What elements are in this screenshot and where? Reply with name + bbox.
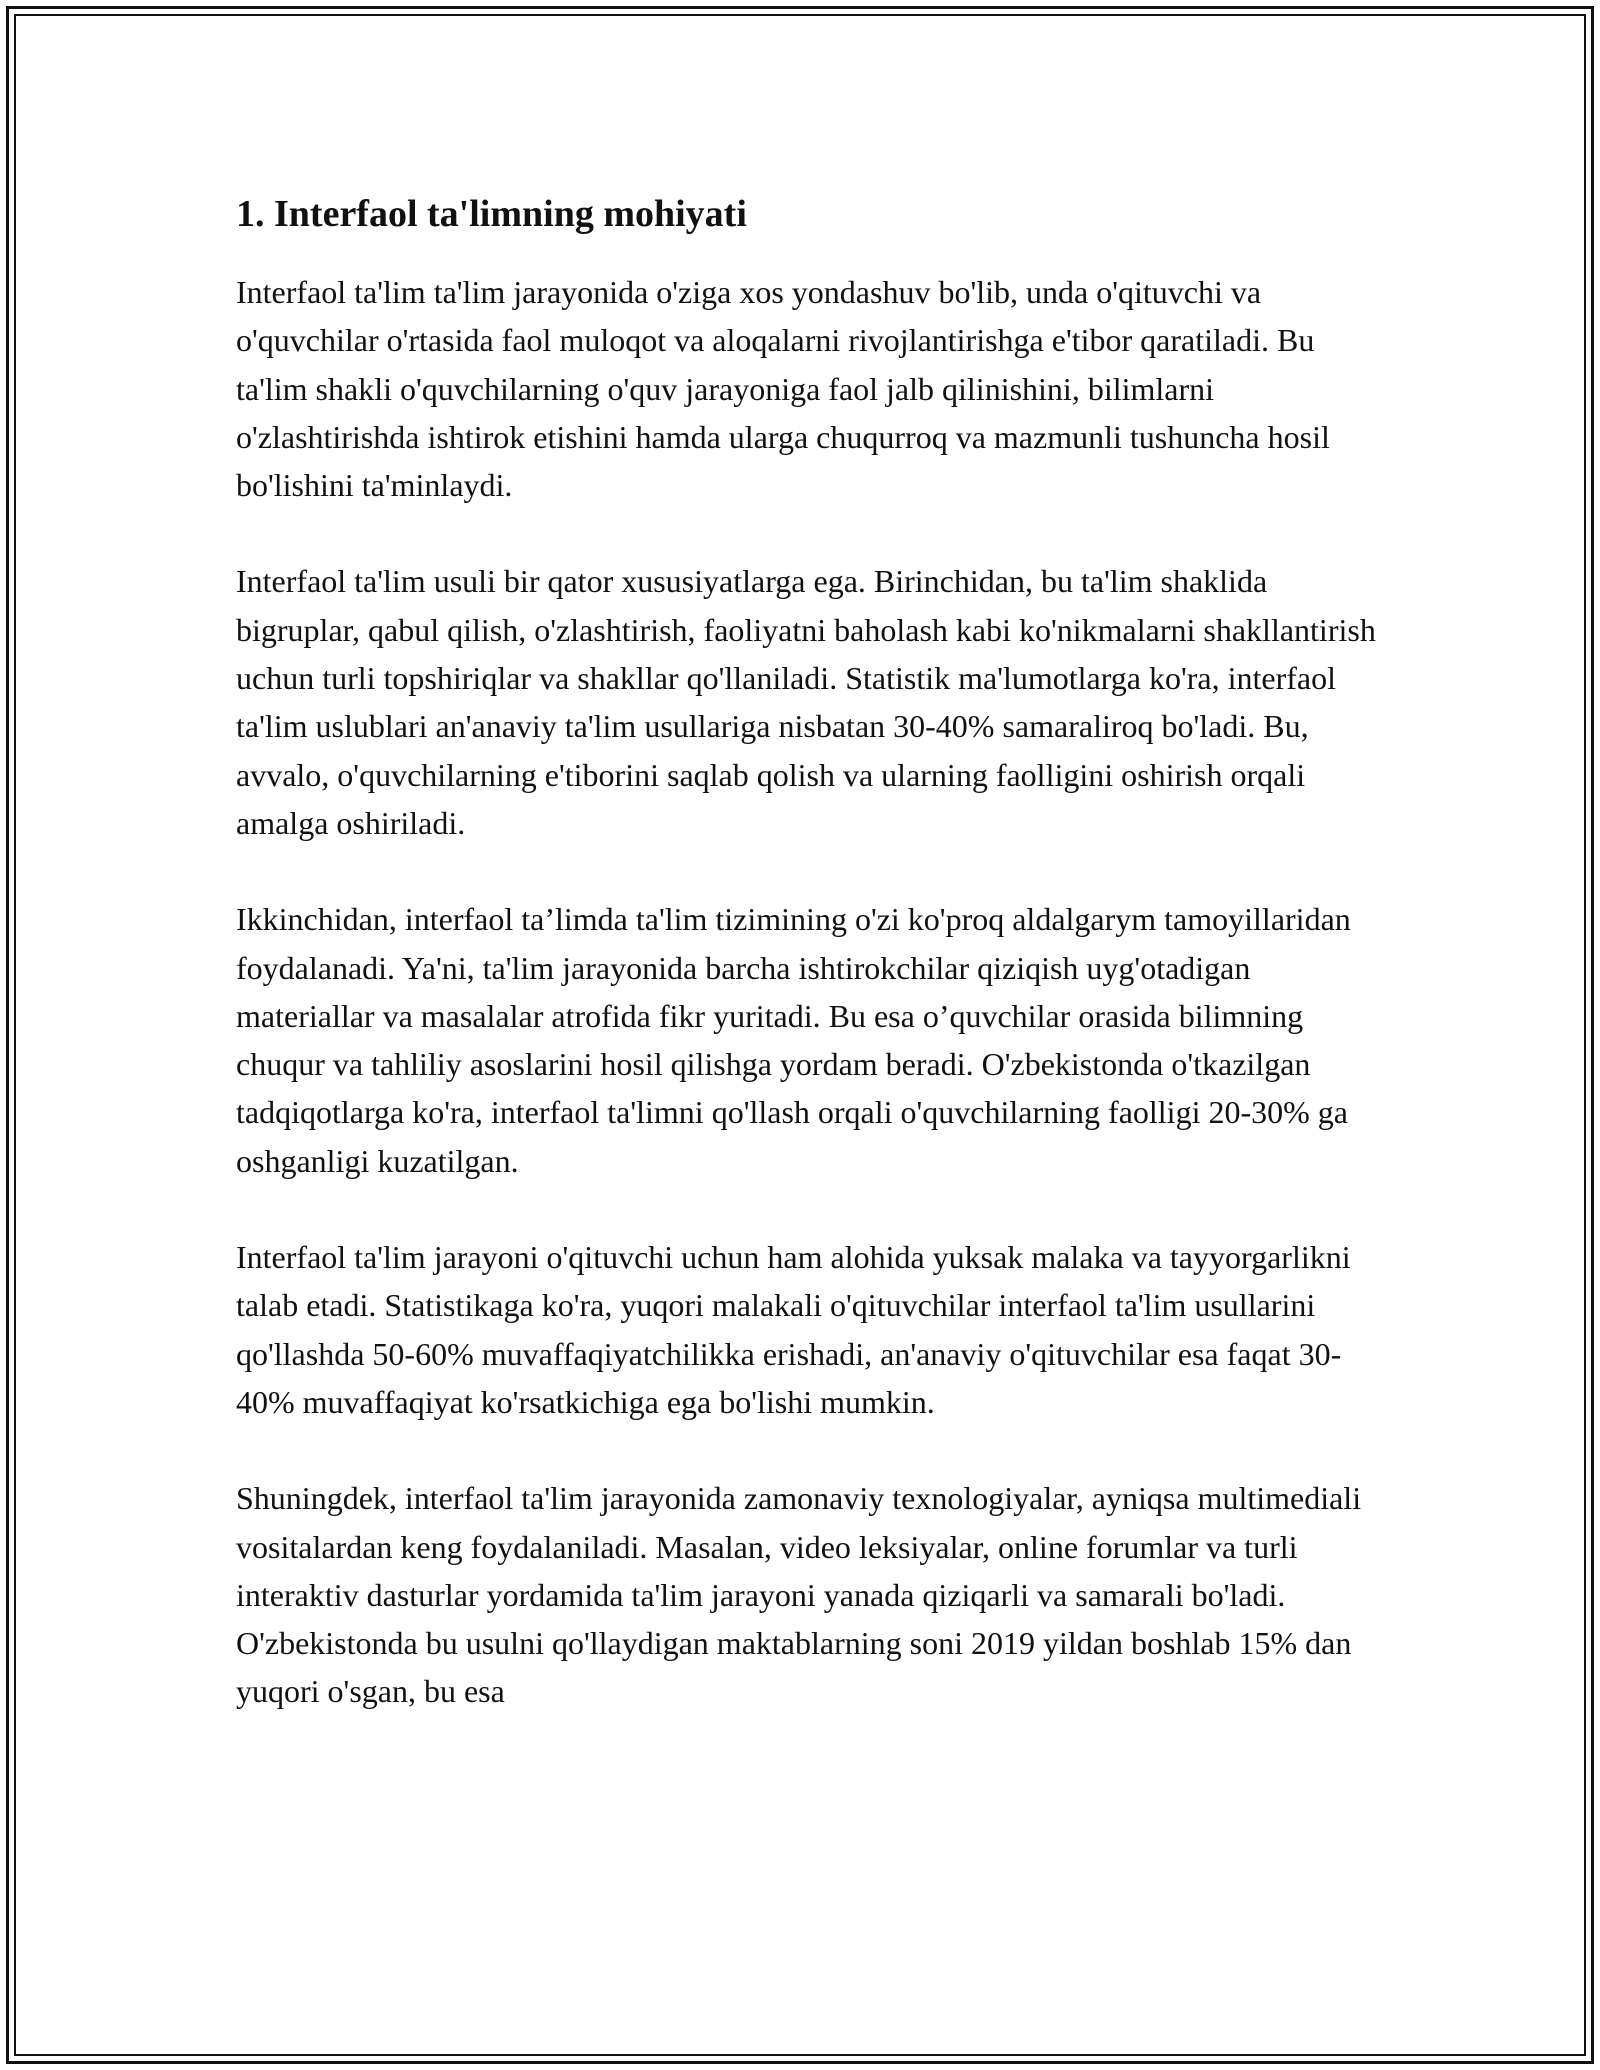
document-body [236, 186, 1376, 1764]
paragraph-3: Ikkinchidan, interfaol ta’limda ta'lim tizimining o'zi ko'proq aldalgarym tamoyillaridan foydalanadi. Ya'ni, ta'lim jarayonida barcha ishtirokchilar qiziqish uyg'otadigan materiallar va masalalar atrofida fikr yuritadi. Bu esa o’quvchilar orasida bilimning chuqur va tahliliy asoslarini hosil qilishga yordam beradi. O'zbekistonda o'tkazilgan tadqiqotlarga ko'ra, interfaol ta'limni qo'llash orqali o'quvchilarning faolligi 20-30% ga oshganligi kuzatilgan. [236, 901, 1351, 1179]
paragraph-5: Shuningdek, interfaol ta'lim jarayonida zamonaviy texnologiyalar, ayniqsa multimediali vositalardan keng foydalaniladi. Masalan, video leksiyalar, online forumlar va turli interaktiv dasturlar yordamida ta'lim jarayoni yanada qiziqarli va samarali bo'ladi. O'zbekistonda bu usulni qo'llaydigan maktablarning soni 2019 yildan boshlab 15% dan yuqori o'sgan, bu esa [236, 1480, 1362, 1710]
paragraph-1: Interfaol ta'lim ta'lim jarayonida o'ziga xos yondashuv bo'lib, unda o'qituvchi va o'quvchilar o'rtasida faol muloqot va aloqalarni rivojlantirishga e'tibor qaratiladi. Bu ta'lim shakli o'quvchilarning o'quv jarayoniga faol jalb qilinishini, bilimlarni o'zlashtirishda ishtirok etishini hamda ularga chuqurroq va mazmunli tushuncha hosil bo'lishini ta'minlaydi. [236, 274, 1330, 504]
section-heading: 1. Interfaol ta'limning mohiyati [236, 193, 747, 235]
paragraph-4: Interfaol ta'lim jarayoni o'qituvchi uchun ham alohida yuksak malaka va tayyorgarlikni talab etadi. Statistikaga ko'ra, yuqori malakali o'qituvchilar interfaol ta'lim usullarini qo'llashda 50-60% muvaffaqiyatchilikka erishadi, an'anaviy o'qituvchilar esa faqat 30-40% muvaffaqiyat ko'rsatkichiga ega bo'lishi mumkin. [236, 1239, 1351, 1420]
paragraph-2: Interfaol ta'lim usuli bir qator xususiyatlarga ega. Birinchidan, bu ta'lim shaklida bigruplar, qabul qilish, o'zlashtirish, faoliyatni baholash kabi ko'nikmalarni shakllantirish uchun turli topshiriqlar va shakllar qo'llaniladi. Statistik ma'lumotlarga ko'ra, interfaol ta'lim uslublari an'anaviy ta'lim usullariga nisbatan 30-40% samaraliroq bo'ladi. Bu, avvalo, o'quvchilarning e'tiborini saqlab qolish va ularning faolligini oshirish orqali amalga oshiriladi. [236, 563, 1376, 841]
